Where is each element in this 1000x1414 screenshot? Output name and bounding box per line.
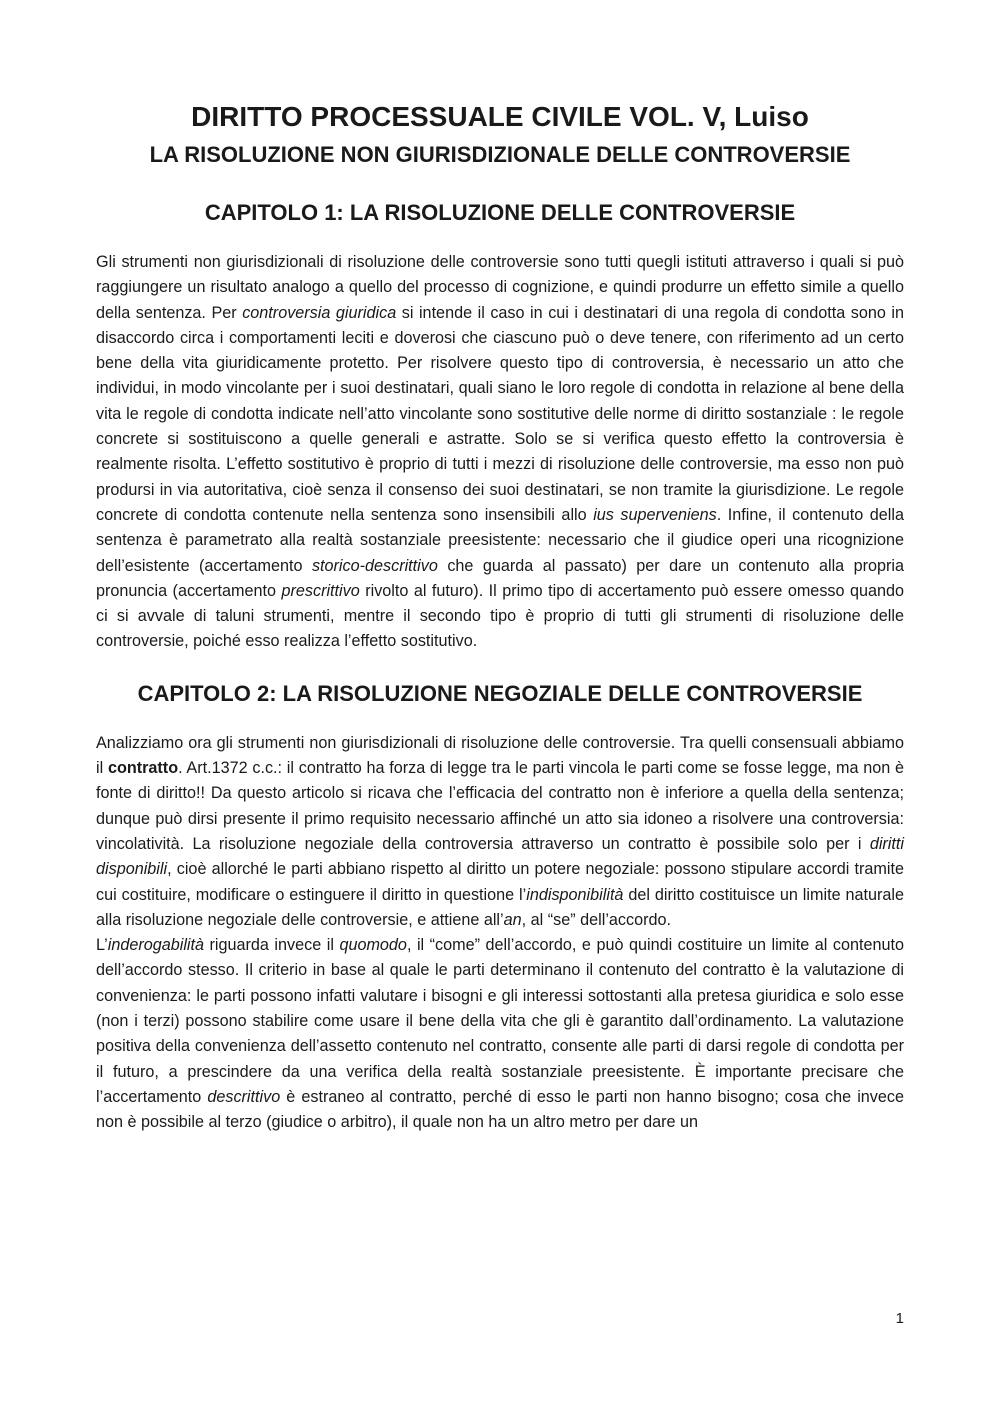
page-number: 1: [895, 1310, 904, 1327]
italic-text: inderogabilità: [107, 936, 205, 955]
text-run: . Infine, il contenuto della sentenza è parametrato alla realtà sostanziale preesistente: necessario che il giudice operi una ricognizione dell’esistente (accertamento: [96, 505, 904, 575]
document-subtitle: LA RISOLUZIONE NON GIURISDIZIONALE DELLE CONTROVERSIE: [149, 142, 851, 167]
document-page: [96, 98, 904, 1136]
chapter-2-title: CAPITOLO 2: LA RISOLUZIONE NEGOZIALE DELLE CONTROVERSIE: [137, 680, 863, 706]
text-run: , il “come” dell’accordo, e può quindi costituire un limite al contenuto dell’accordo stesso. Il criterio in base al quale le parti determinano il contenuto del contratto è la valutazione di convenienza: le parti possono infatti valutare i bisogni e gli interessi sottostanti alla pretesa giuridica e solo esse (non i terzi) possono stabilire come usare il bene della vita che gli è garantito dall’ordinamento. La valutazione positiva della convenienza dell’assetto contenuto nel contratto, consente alle parti di darsi regole di condotta per il futuro, a prescindere da una verifica della realtà sostanziale preesistente. È importante precisare che l’accertamento: [96, 936, 904, 1106]
text-run: , cioè allorché le parti abbiano rispetto al diritto un potere negoziale: possono stipulare accordi tramite cui costituire, modificare o estinguere il diritto in questione l’: [96, 860, 904, 904]
chapter-2-paragraph-2: [96, 933, 904, 1135]
bold-text: contratto: [107, 759, 179, 778]
italic-text: indisponibilità: [526, 885, 624, 904]
text-run: riguarda invece il: [204, 936, 340, 955]
text-run: del diritto costituisce un limite naturale alla risoluzione negoziale delle controversie, e attiene all’: [96, 885, 904, 929]
text-run: Analizziamo ora gli strumenti non giurisdizionali di risoluzione delle controversie. Tra quelli consensuali abbiamo il: [96, 733, 904, 778]
italic-text: quomodo: [339, 936, 407, 955]
italic-text: an: [503, 910, 522, 929]
text-run: L’: [96, 936, 108, 955]
italic-text: storico-descrittivo: [311, 556, 438, 575]
text-run: si intende il caso in cui i destinatari di una regola di condotta sono in disaccordo circa i comportamenti leciti e doverosi che ciascuno può o deve tenere, con riferimento ad un certo bene della vita giuridicamente protetto. Per risolvere questo tipo di controversia, è necessario un atto che individui, in modo vincolante per i suoi destinatari, quali siano le loro regole di condotta in relazione al bene della vita le regole di condotta indicate nell’atto vincolante sono sostitutive delle norme di diritto sostanziale : le regole concrete si sostituiscono a quelle generali e astratte. Solo se si verifica questo effetto la controversia è realmente risolta. L’effetto sostitutivo è proprio di tutti i mezzi di risoluzione delle controversie, ma esso non può prodursi in via autoritativa, cioè senza il consenso dei suoi destinatari, se non tramite la giurisdizione. Le regole concrete di condotta contenute nella sentenza sono insensibili allo: [96, 303, 904, 524]
italic-text: diritti disponibili: [96, 834, 904, 879]
italic-text: descrittivo: [207, 1087, 281, 1106]
chapter-2-paragraph-1: [96, 731, 904, 933]
text-run: che guarda al passato) per dare un contenuto alla propria pronuncia (accertamento: [96, 556, 904, 600]
italic-text: prescrittivo: [281, 581, 360, 600]
text-run: Gli strumenti non giurisdizionali di risoluzione delle controversie sono tutti quegli istituti attraverso i quali si può raggiungere un risultato analogo a quello del processo di cognizione, e quindi produrre un effetto simile a quello della sentenza. Per: [96, 253, 904, 322]
text-run: . Art.1372 c.c.: il contratto ha forza di legge tra le parti vincola le parti come se fosse legge, ma non è fonte di diritto!! Da questo articolo si ricava che l’efficacia del contratto non è inferiore a quella della sentenza; dunque può dirsi presente il primo requisito necessario affinché un atto sia idoneo a risolvere una controversia: vincolatività. La risoluzione negoziale della controversia attraverso un contratto è possibile solo per i: [96, 759, 904, 853]
text-run: è estraneo al contratto, perché di esso le parti non hanno bisogno; cosa che invece non è possibile al terzo (giudice o arbitro), il quale non ha un altro metro per dare un: [96, 1087, 904, 1132]
chapter-1-title: CAPITOLO 1: LA RISOLUZIONE DELLE CONTROVERSIE: [204, 200, 796, 225]
italic-text: ius superveniens: [593, 505, 717, 524]
document-title: DIRITTO PROCESSUALE CIVILE VOL. V, Luiso: [191, 101, 809, 132]
text-run: , al “se” dell’accordo.: [521, 910, 672, 929]
chapter-1-paragraph: [96, 250, 904, 655]
italic-text: controversia giuridica: [242, 303, 397, 322]
text-run: rivolto al futuro). Il primo tipo di accertamento può essere omesso quando ci si avvale di taluni strumenti, mentre il secondo tipo è proprio di tutti gli strumenti di risoluzione delle controversie, poiché esso realizza l’effetto sostitutivo.: [96, 581, 904, 651]
